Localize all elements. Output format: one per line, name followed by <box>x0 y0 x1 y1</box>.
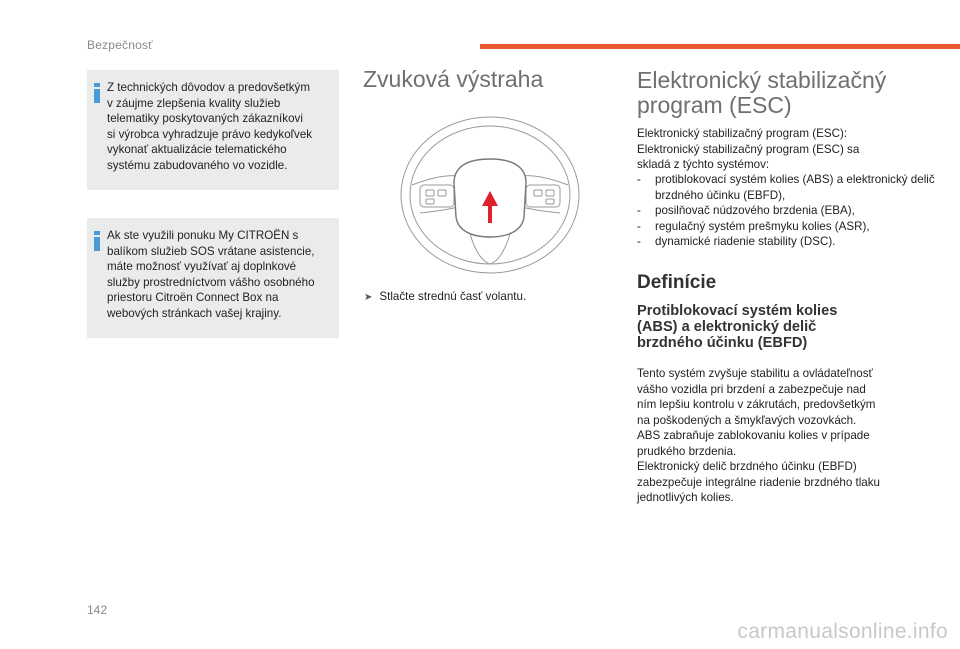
site-watermark: carmanualsonline.info <box>737 620 948 643</box>
bullet-arrow-icon: ➤ <box>364 292 373 303</box>
info-icon <box>94 231 100 251</box>
info-icon <box>94 83 100 103</box>
horn-section-title: Zvuková výstraha <box>363 66 544 92</box>
abs-subheading: Protiblokovací systém kolies (ABS) a elektronický delič brzdného účinku (EBFD) <box>637 303 838 351</box>
list-item: - dynamické riadenie stability (DSC). <box>637 234 937 250</box>
header-accent-bar <box>480 44 960 49</box>
page-number: 142 <box>87 603 108 617</box>
list-item: - protiblokovací systém kolies (ABS) a elektronický delič brzdného účinku (EBFD), <box>637 172 937 203</box>
esc-intro: Elektronický stabilizačný program (ESC): Elektronický stabilizačný program (ESC) sa skladá z týchto systémov: <box>637 127 860 171</box>
note-text: Ak ste využili ponuku My CITROËN s balíkom služieb SOS vrátane asistencie, máte možnosť využívať aj doplnkové služby prostredníctvom vášho osobného priestoru Citroën Connect Box na webových stránkach vašej krajiny. <box>107 229 315 320</box>
note-text: Z technických dôvodov a predovšetkým v záujme zlepšenia kvality služieb telematiky poskytovaných zákazníkovi si výrobca vyhradzuje právo kedykoľvek vykonať aktualizácie telematického systému zabudovaného vo vozidle. <box>107 81 313 172</box>
definitions-heading: Definície <box>637 272 717 293</box>
abs-description: Tento systém zvyšuje stabilitu a ovládateľnosť vášho vozidla pri brzdení a zabezpečuje nad ním lepšiu kontrolu v zákrutách, predovšetkým na poškodených a šmykľavých vozovkách. ABS zabraňuje zablokovaniu kolies v prípade prudkého brzdenia. Elektronický delič brzdného účinku (EBFD) zabezpečuje integrálne riadenie brzdného tlaku jednotlivých kolies. <box>637 367 880 504</box>
horn-instruction <box>364 290 526 303</box>
section-label: Bezpečnosť <box>87 38 153 52</box>
esc-section-title: Elektronický stabilizačný program (ESC) <box>637 67 887 118</box>
steering-wheel-illustration <box>398 113 583 276</box>
info-note-telematics <box>87 70 339 190</box>
list-item: - posilňovač núdzového brzdenia (EBA), <box>637 203 937 219</box>
list-item: - regulačný systém prešmyku kolies (ASR), <box>637 219 937 235</box>
esc-systems-list <box>637 172 937 250</box>
horn-instruction-text: Stlačte strednú časť volantu. <box>379 290 527 303</box>
info-note-citroen-connect <box>87 218 339 338</box>
